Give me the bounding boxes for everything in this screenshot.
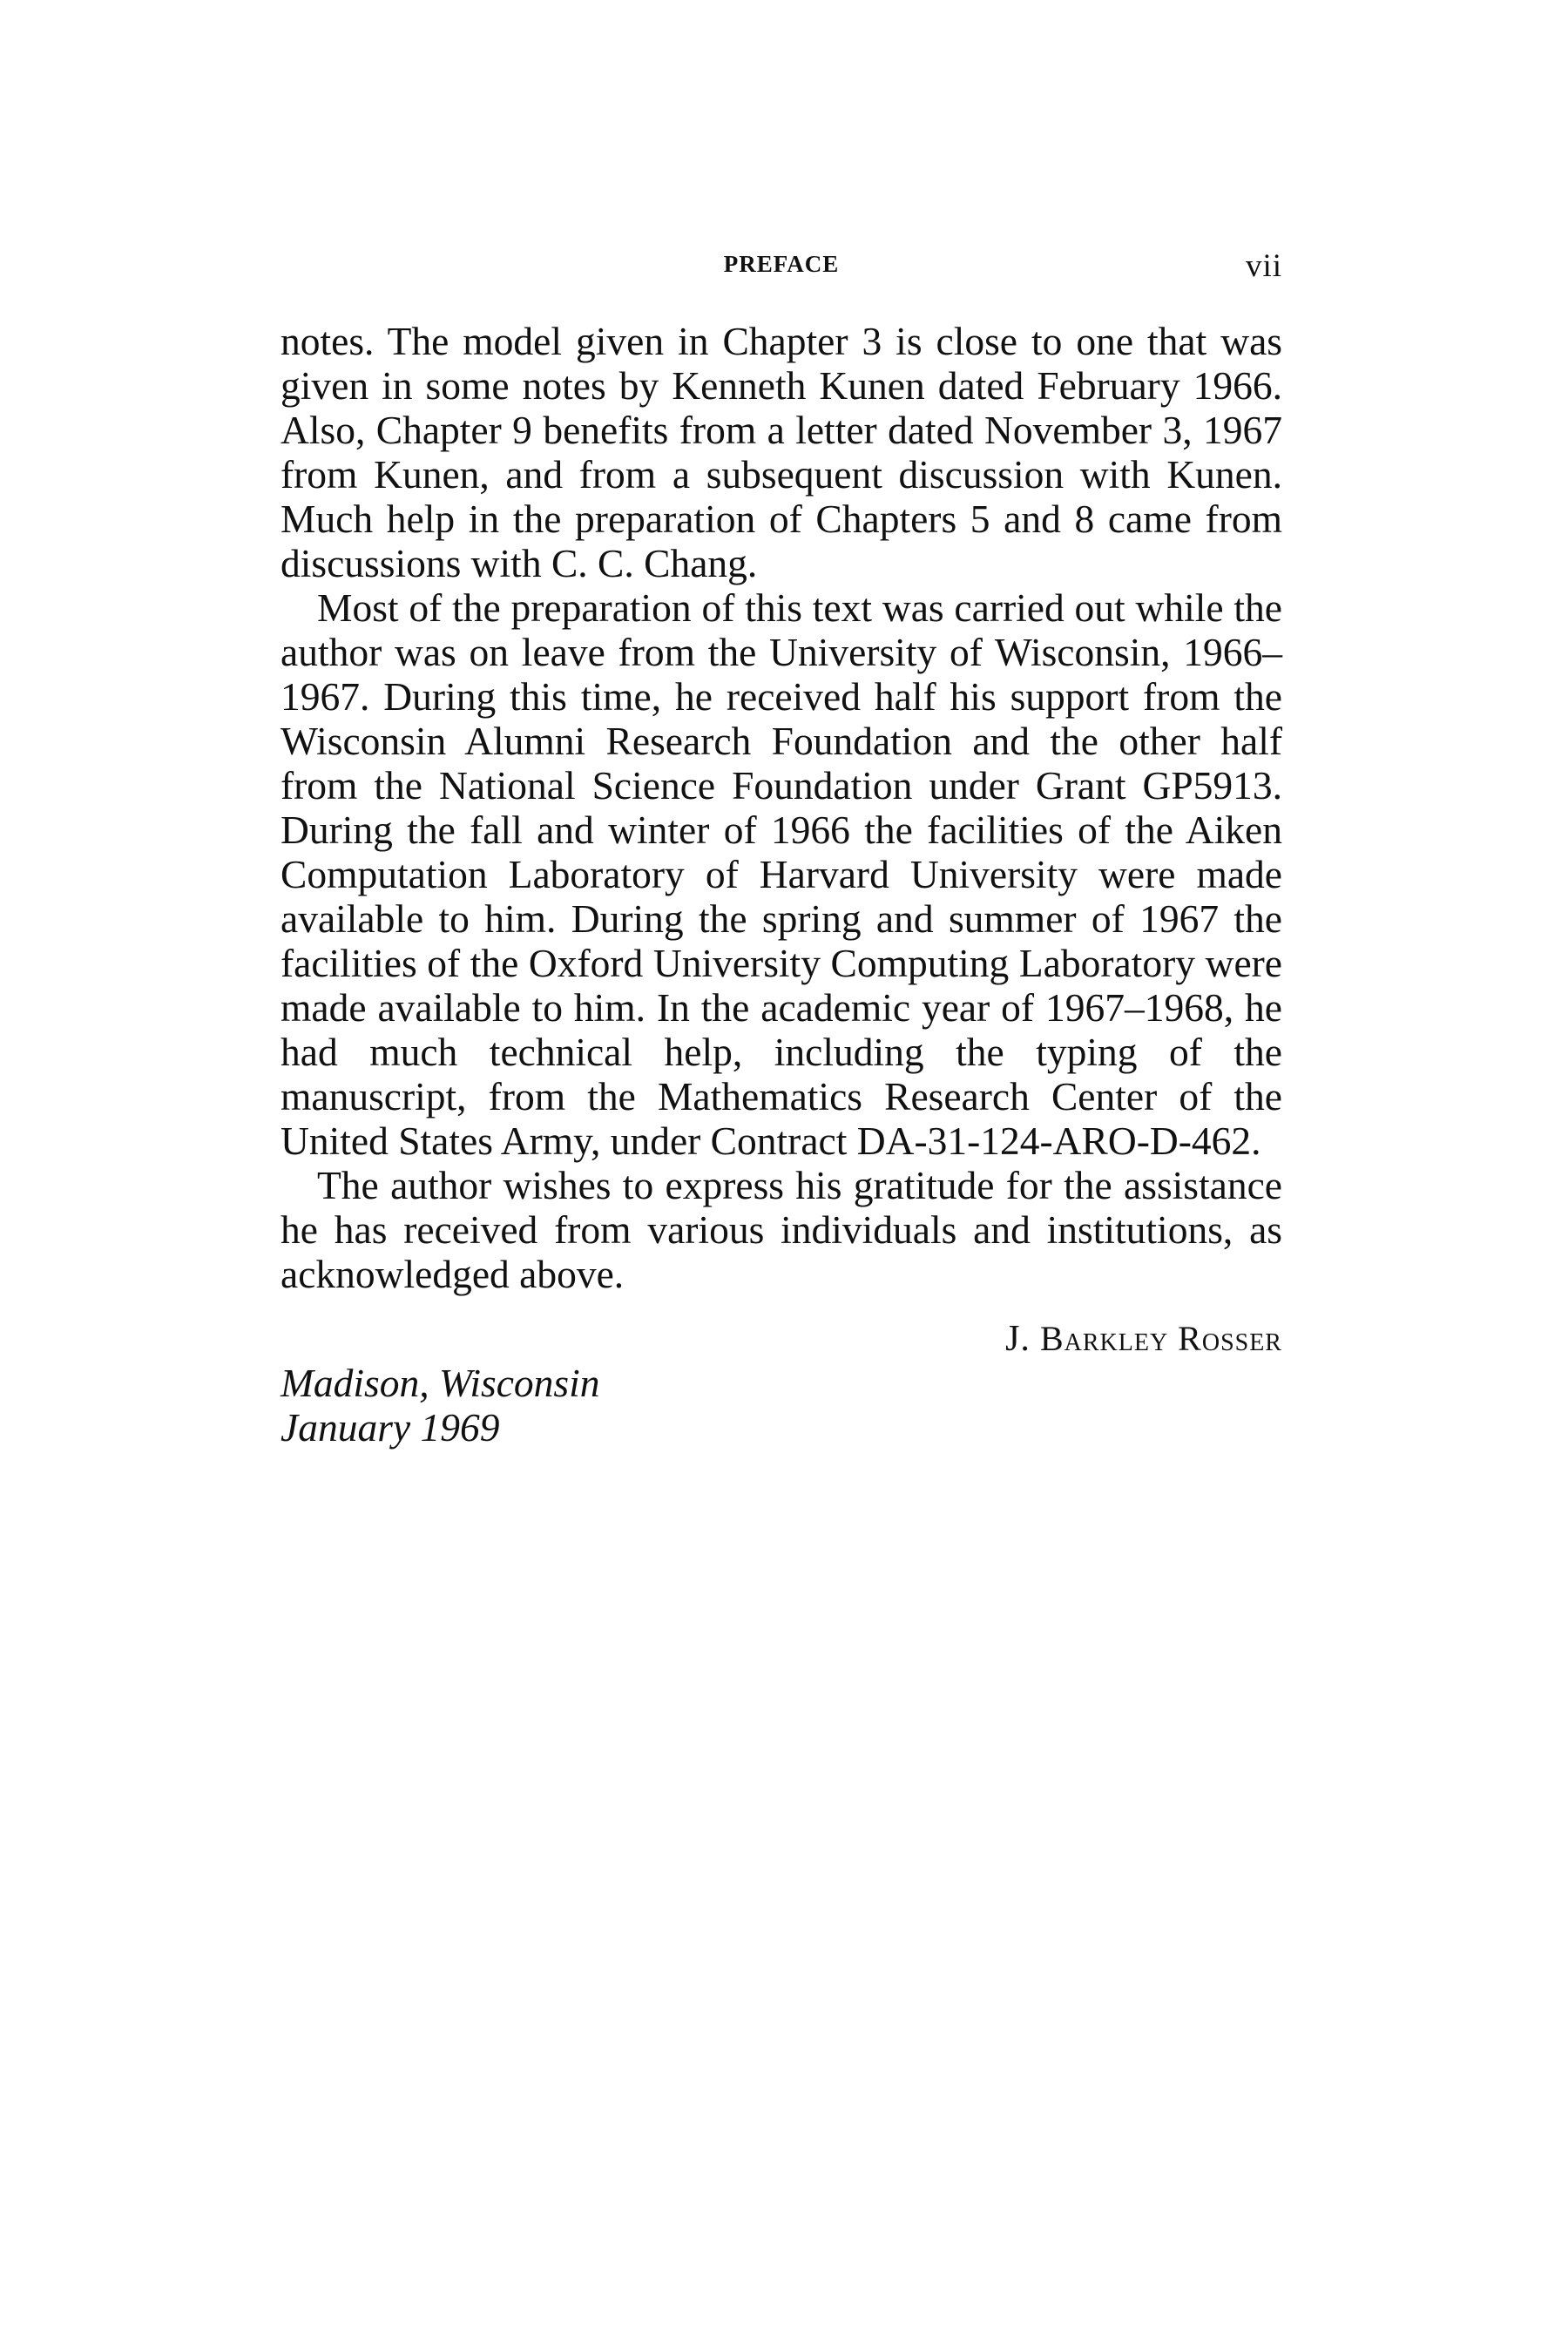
place-and-date: [280, 1361, 600, 1450]
place: Madison, Wisconsin: [280, 1361, 600, 1405]
author-initial: J.: [1005, 1319, 1031, 1359]
running-head: [280, 248, 1282, 286]
running-title: PREFACE: [723, 251, 840, 277]
paragraph-gratitude: The author wishes to express his gratitude for the assistance he has received from various individuals and institutions, as acknowledged above.: [280, 1163, 1282, 1296]
paragraph-acknowledgment-leave: Most of the preparation of this text was carried out while the author was on leave from the University of Wisconsin, 1966–1967. During this time, he received half his support from the Wisconsin Alumni Research Foundation and the other half from the National Science Foundation under Grant GP5913. During the fall and winter of 1966 the facilities of the Aiken Computation Laboratory of Harvard University were made available to him. During the spring and summer of 1967 the facilities of the Oxford University Computing Laboratory were made available to him. In the academic year of 1967–1968, he had much technical help, including the typing of the manuscript, from the Mathematics Research Center of the United States Army, under Contract DA-31-124-ARO-D-462.: [280, 585, 1282, 1163]
date: January 1969: [280, 1405, 500, 1450]
author-name: Barkley Rosser: [1039, 1319, 1282, 1358]
page-number: vii: [1245, 248, 1282, 284]
author-signature: [1005, 1318, 1282, 1360]
paragraph-continued: notes. The model given in Chapter 3 is close to one that was given in some notes by Kenneth Kunen dated February 1966. Also, Chapter 9 benefits from a letter dated November 3, 1967 from Kunen, and from a subsequent discussion with Kunen. Much help in the preparation of Chapters 5 and 8 came from discussions with C. C. Chang.: [280, 319, 1282, 585]
preface-body: [280, 319, 1282, 1296]
